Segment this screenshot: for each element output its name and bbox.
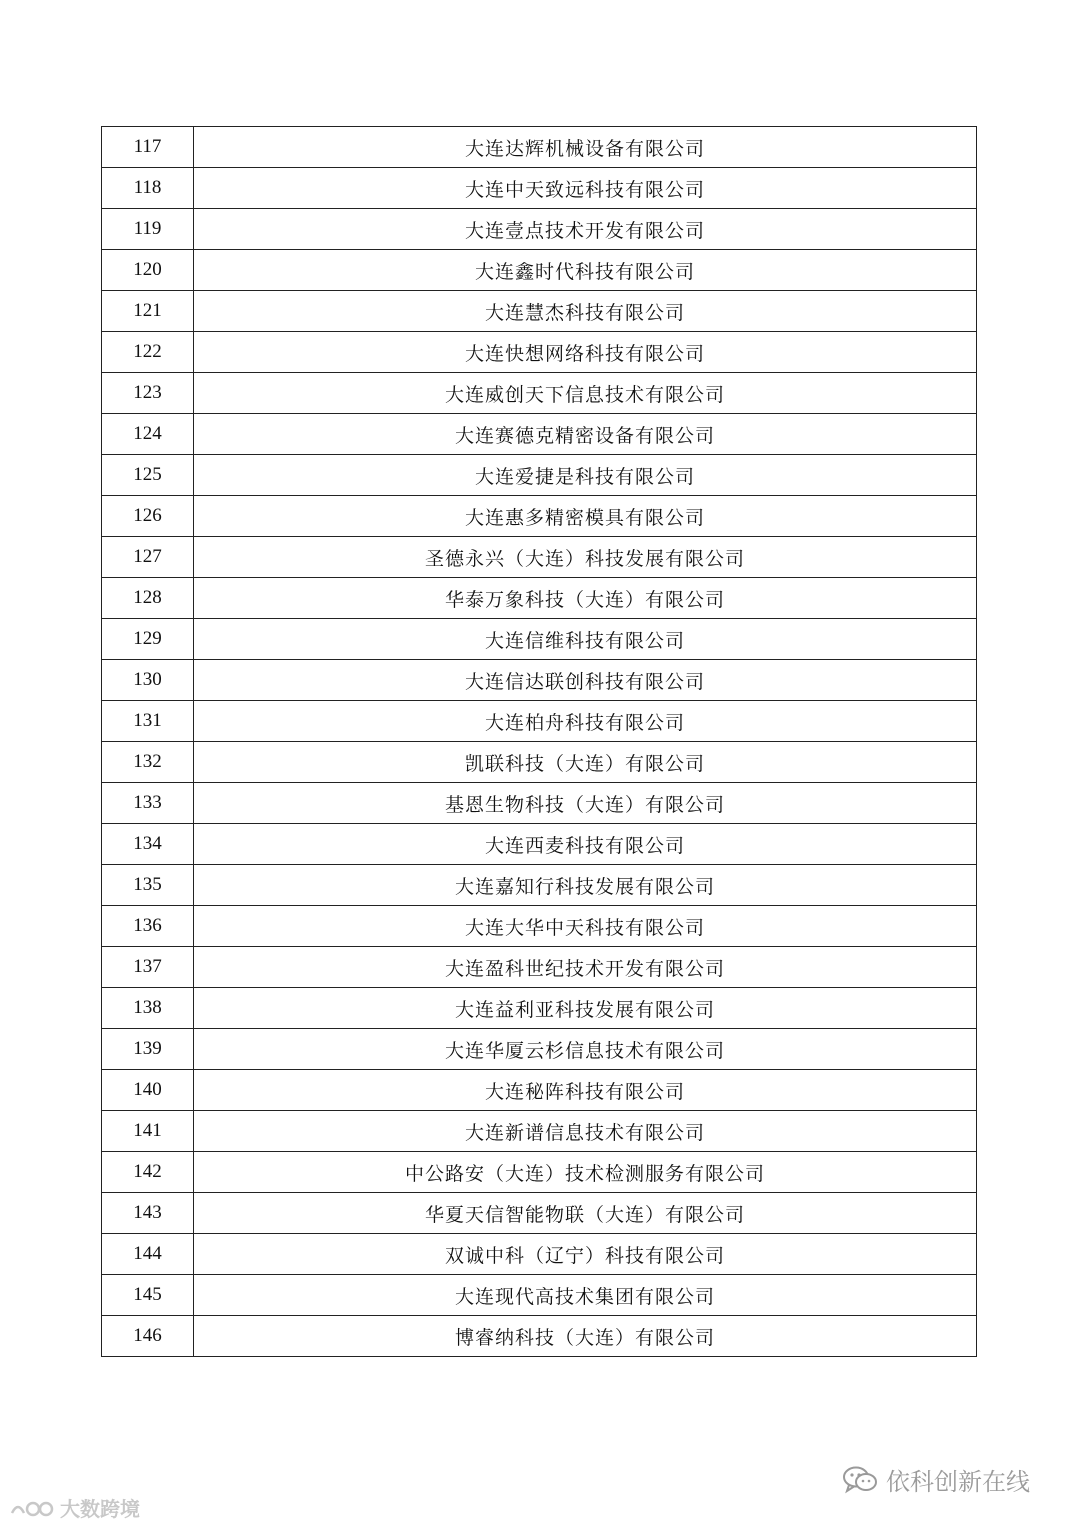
table-row [102, 1234, 977, 1275]
row-number: 132 [102, 742, 194, 783]
company-list-body [102, 127, 977, 1357]
table-row [102, 783, 977, 824]
wechat-icon [842, 1465, 878, 1495]
company-name: 基恩生物科技（大连）有限公司 [194, 783, 977, 824]
company-name: 大连西麦科技有限公司 [194, 824, 977, 865]
row-number: 119 [102, 209, 194, 250]
table-row [102, 496, 977, 537]
row-number: 143 [102, 1193, 194, 1234]
company-name: 大连华厦云杉信息技术有限公司 [194, 1029, 977, 1070]
table-row [102, 988, 977, 1029]
table-row [102, 619, 977, 660]
table-row [102, 209, 977, 250]
table-row [102, 537, 977, 578]
row-number: 140 [102, 1070, 194, 1111]
company-name: 大连盈科世纪技术开发有限公司 [194, 947, 977, 988]
table-row [102, 250, 977, 291]
table-row [102, 127, 977, 168]
table-row [102, 947, 977, 988]
row-number: 138 [102, 988, 194, 1029]
row-number: 141 [102, 1111, 194, 1152]
table-row [102, 455, 977, 496]
row-number: 133 [102, 783, 194, 824]
company-name: 大连壹点技术开发有限公司 [194, 209, 977, 250]
table-row [102, 578, 977, 619]
logo-icon [8, 1497, 54, 1519]
company-name: 大连快想网络科技有限公司 [194, 332, 977, 373]
company-list-table [101, 126, 977, 1357]
company-name: 大连现代高技术集团有限公司 [194, 1275, 977, 1316]
company-name: 凯联科技（大连）有限公司 [194, 742, 977, 783]
row-number: 125 [102, 455, 194, 496]
table-row [102, 660, 977, 701]
company-name: 大连中天致远科技有限公司 [194, 168, 977, 209]
company-name: 中公路安（大连）技术检测服务有限公司 [194, 1152, 977, 1193]
row-number: 130 [102, 660, 194, 701]
row-number: 129 [102, 619, 194, 660]
table-row [102, 824, 977, 865]
company-name: 大连爱捷是科技有限公司 [194, 455, 977, 496]
company-name: 大连大华中天科技有限公司 [194, 906, 977, 947]
company-name: 华泰万象科技（大连）有限公司 [194, 578, 977, 619]
watermark-left-text: 大数跨境 [60, 1497, 140, 1521]
table-row [102, 373, 977, 414]
company-name: 大连新谱信息技术有限公司 [194, 1111, 977, 1152]
row-number: 121 [102, 291, 194, 332]
company-name: 博睿纳科技（大连）有限公司 [194, 1316, 977, 1357]
company-name: 圣德永兴（大连）科技发展有限公司 [194, 537, 977, 578]
row-number: 120 [102, 250, 194, 291]
table-row [102, 1275, 977, 1316]
watermark-right [842, 1462, 1030, 1497]
row-number: 145 [102, 1275, 194, 1316]
company-name: 大连嘉知行科技发展有限公司 [194, 865, 977, 906]
company-name: 华夏天信智能物联（大连）有限公司 [194, 1193, 977, 1234]
company-name: 大连柏舟科技有限公司 [194, 701, 977, 742]
company-name: 大连鑫时代科技有限公司 [194, 250, 977, 291]
company-name: 大连益利亚科技发展有限公司 [194, 988, 977, 1029]
company-name: 大连惠多精密模具有限公司 [194, 496, 977, 537]
table-row [102, 865, 977, 906]
row-number: 135 [102, 865, 194, 906]
company-name: 大连信达联创科技有限公司 [194, 660, 977, 701]
row-number: 118 [102, 168, 194, 209]
row-number: 146 [102, 1316, 194, 1357]
company-name: 大连赛德克精密设备有限公司 [194, 414, 977, 455]
table-row [102, 168, 977, 209]
company-name: 双诚中科（辽宁）科技有限公司 [194, 1234, 977, 1275]
table-row [102, 1111, 977, 1152]
row-number: 137 [102, 947, 194, 988]
row-number: 117 [102, 127, 194, 168]
row-number: 142 [102, 1152, 194, 1193]
company-name: 大连威创天下信息技术有限公司 [194, 373, 977, 414]
company-name: 大连信维科技有限公司 [194, 619, 977, 660]
company-name: 大连达辉机械设备有限公司 [194, 127, 977, 168]
table-row [102, 1029, 977, 1070]
row-number: 136 [102, 906, 194, 947]
table-row [102, 1316, 977, 1357]
row-number: 128 [102, 578, 194, 619]
company-name: 大连秘阵科技有限公司 [194, 1070, 977, 1111]
row-number: 134 [102, 824, 194, 865]
row-number: 131 [102, 701, 194, 742]
table-row [102, 742, 977, 783]
row-number: 123 [102, 373, 194, 414]
row-number: 127 [102, 537, 194, 578]
table-row [102, 1070, 977, 1111]
row-number: 126 [102, 496, 194, 537]
watermark-right-text: 依科创新在线 [886, 1468, 1030, 1496]
table-row [102, 1193, 977, 1234]
table-row [102, 291, 977, 332]
row-number: 139 [102, 1029, 194, 1070]
watermark-left [8, 1493, 140, 1522]
table-row [102, 414, 977, 455]
row-number: 122 [102, 332, 194, 373]
table-row [102, 332, 977, 373]
row-number: 144 [102, 1234, 194, 1275]
row-number: 124 [102, 414, 194, 455]
table-row [102, 701, 977, 742]
company-name: 大连慧杰科技有限公司 [194, 291, 977, 332]
table-row [102, 1152, 977, 1193]
table-row [102, 906, 977, 947]
